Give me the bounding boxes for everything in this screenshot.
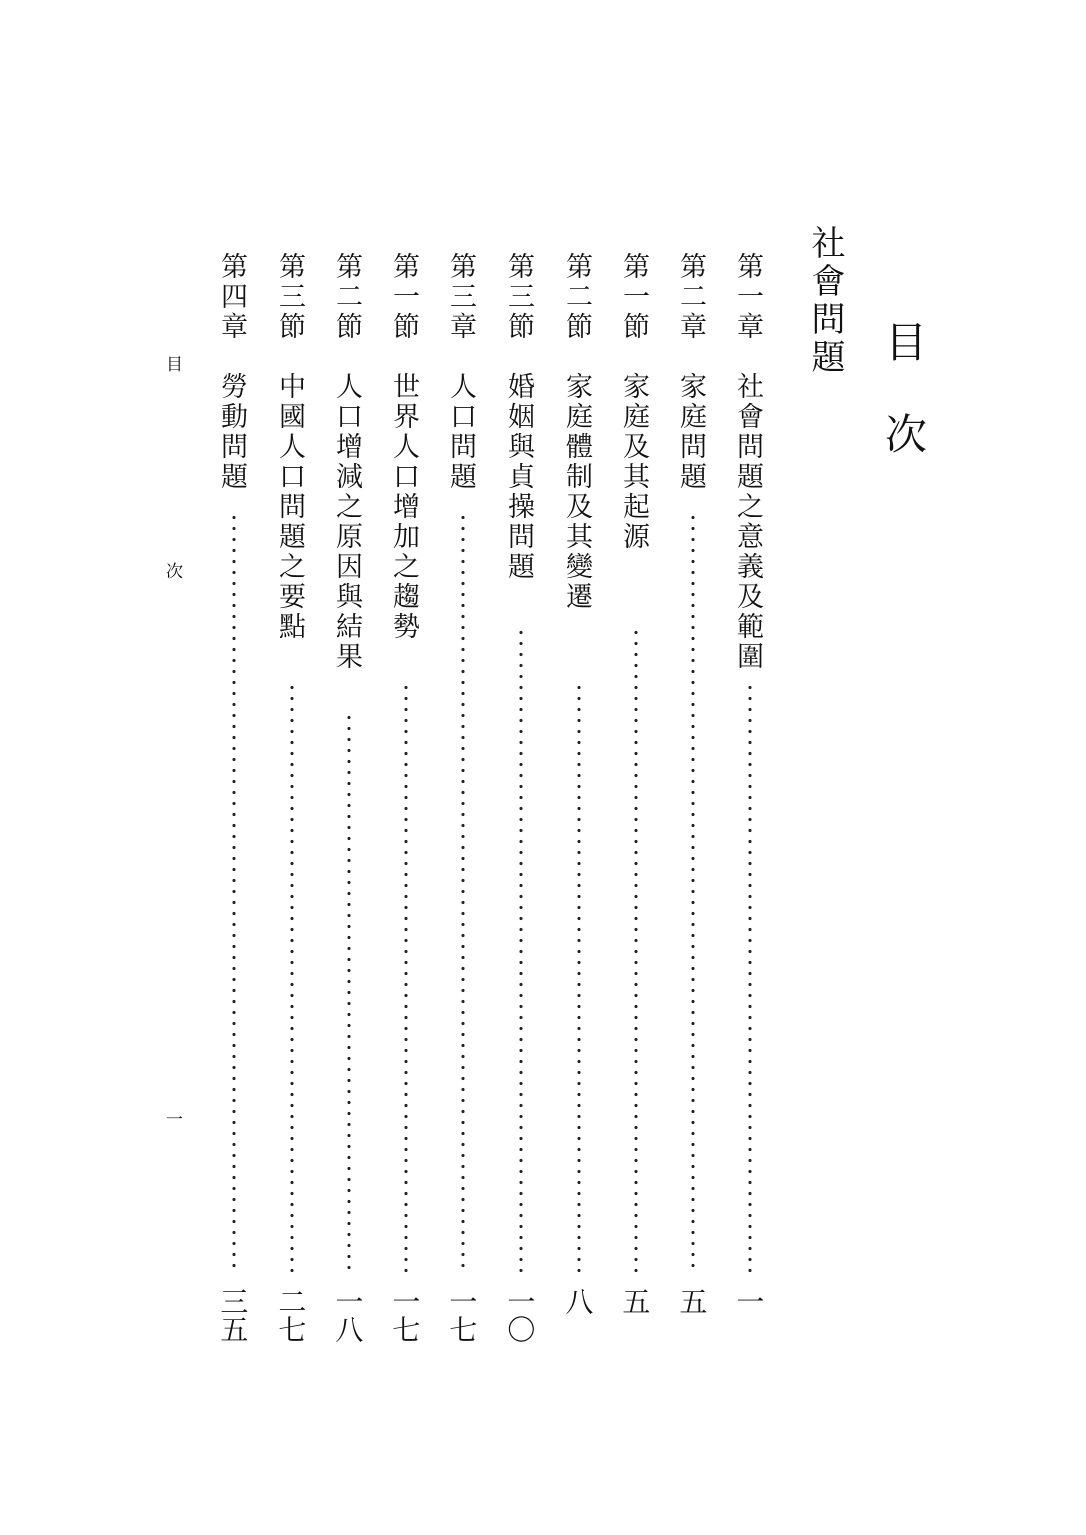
dot-leader — [577, 682, 581, 1272]
dot-leader — [404, 682, 408, 1272]
book-title: 社會問題 — [805, 225, 845, 377]
running-head: 目次 — [162, 355, 182, 769]
dot-leader — [519, 627, 523, 1272]
toc-entry[interactable] — [447, 252, 483, 1352]
dot-leader — [748, 682, 752, 1272]
toc-entry-label: 第二章 家庭問題 — [675, 252, 706, 492]
toc-entry[interactable] — [218, 252, 254, 1352]
toc-heading: 目次 — [879, 320, 928, 504]
toc-entry[interactable] — [734, 252, 770, 1352]
page-number: 一 — [162, 1110, 182, 1127]
toc-entry-label: 第三章 人口問題 — [445, 252, 476, 492]
dot-leader — [634, 627, 638, 1272]
toc-entry[interactable] — [390, 252, 426, 1352]
toc-entry-page: 二七 — [274, 1287, 308, 1343]
toc-entry-page: 三五 — [216, 1287, 250, 1343]
dot-leader — [347, 712, 351, 1272]
toc-entry-page: 一七 — [388, 1287, 422, 1343]
toc-entry-page: 八 — [561, 1287, 595, 1315]
toc-entry-page: 五 — [618, 1287, 652, 1315]
dot-leader — [691, 512, 695, 1272]
dot-leader — [232, 512, 236, 1272]
toc-entry-label: 第三節 婚姻與貞操問題 — [503, 252, 534, 582]
toc-entry-page: 一八 — [331, 1287, 365, 1343]
toc-entry-label: 第一章 社會問題之意義及範圍 — [732, 252, 763, 672]
toc-entry[interactable] — [563, 252, 599, 1352]
toc-entry-page: 五 — [675, 1287, 709, 1315]
toc-entry[interactable] — [333, 252, 369, 1352]
toc-entry-label: 第四章 勞動問題 — [216, 252, 247, 492]
toc-entry-label: 第三節 中國人口問題之要點 — [274, 252, 305, 642]
toc-entry[interactable] — [620, 252, 656, 1352]
dot-leader — [461, 512, 465, 1272]
toc-entry-page: 一 — [732, 1287, 766, 1315]
toc-entry-label: 第一節 世界人口增加之趨勢 — [388, 252, 419, 642]
dot-leader — [290, 682, 294, 1272]
toc-entry-page: 一七 — [445, 1287, 479, 1343]
toc-entry[interactable] — [276, 252, 312, 1352]
toc-entry[interactable] — [505, 252, 541, 1352]
toc-entry[interactable] — [677, 252, 713, 1352]
toc-entry-label: 第二節 人口增減之原因與結果 — [331, 252, 362, 672]
toc-entry-label: 第二節 家庭體制及其變遷 — [561, 252, 592, 612]
toc-entry-page: 一〇 — [503, 1287, 537, 1343]
toc-entry-label: 第一節 家庭及其起源 — [618, 252, 649, 552]
